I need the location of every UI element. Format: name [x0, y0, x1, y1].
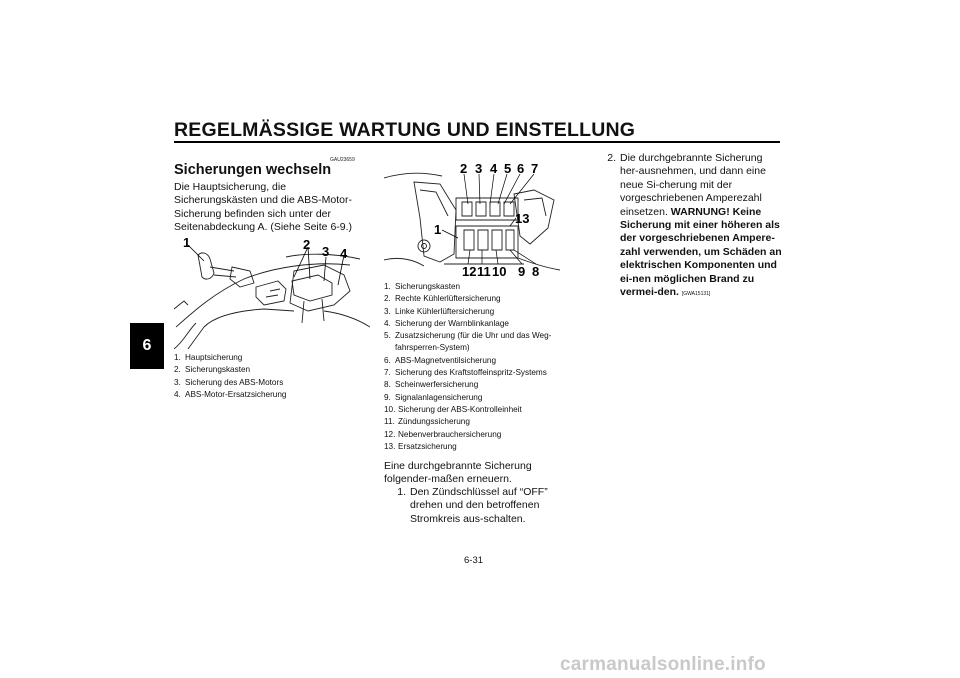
figure2-callout: 1 — [434, 222, 442, 237]
list-item: 12. Nebenverbrauchersicherung — [384, 429, 502, 439]
figure2-callout: 4 — [490, 161, 498, 176]
figure2-callout: 7 — [531, 161, 539, 176]
header-rule — [174, 141, 780, 143]
figure1-callout: 2 — [303, 237, 311, 252]
figure2-caption-list — [384, 281, 574, 453]
list-item: 5. Zusatzsicherung (für die Uhr und das Weg-fahrsperren-System) — [384, 331, 552, 353]
watermark: carmanualsonline.info — [560, 654, 766, 675]
list-item: 4. Sicherung der Warnblinkanlage — [384, 318, 509, 328]
warning-code: [GWA15131] — [681, 291, 711, 298]
page-number: 6-31 — [464, 555, 484, 566]
figure2-callout: 3 — [475, 161, 483, 176]
warning-text: WARNUNG! Keine Sicherung mit einer höheren als der vorgeschriebenen Ampere-zahl verwenden, um Schäden an elektrischen Komponenten und ei-nen möglichen Brand zu vermei-den. — [620, 205, 782, 299]
list-item: 4. ABS-Motor-Ersatzsicherung — [174, 389, 287, 399]
figure-main-fuse-illustration — [174, 231, 370, 349]
section-code: GAU23659 — [330, 157, 355, 163]
figure2-callout: 5 — [504, 161, 512, 176]
figure2-callout: 11 — [477, 264, 491, 278]
list-item: 1. Sicherungskasten — [384, 282, 461, 291]
list-item: 11. Zündungssicherung — [384, 417, 470, 427]
figure-fuse-box-illustration — [384, 160, 560, 278]
list-item: 13. Ersatzsicherung — [384, 441, 457, 451]
list-item: 7. Sicherung des Kraftstoffeinspritz-Systems — [384, 368, 547, 378]
figure2-callout: 8 — [532, 264, 540, 278]
figure1-callout: 3 — [322, 244, 330, 259]
intro-paragraph: Die Hauptsicherung, die Sicherungskästen und die ABS-Motor-Sicherung befinden sich unter der Seitenabdeckung A. (Siehe Seite 6-9.) — [174, 181, 353, 234]
procedure-intro: Eine durchgebrannte Sicherung folgender-maßen erneuern. — [384, 460, 532, 486]
procedure-step: 2. Die durchgebrannte Sicherung her-ausnehmen, und dann eine neue Si-cherung mit der vorgeschriebenen Amperezahl einsetzen. WARNUNG! Keine Sicherung mit einer höheren als der vorgeschriebenen Ampere-zahl verwenden, um Schäden an elektrischen Komponenten und ei-nen möglichen Brand zu vermei-den. [GWA15131] — [607, 152, 782, 299]
list-item: 2. Rechte Kühlerlüftersicherung — [384, 294, 501, 304]
figure1-callout: 4 — [340, 246, 348, 261]
figure1-callout: 1 — [183, 235, 191, 250]
figure2-callout: 2 — [460, 161, 468, 176]
list-item: 9. Signalanlagensicherung — [384, 392, 483, 402]
list-item: 6. ABS-Magnetventilsicherung — [384, 355, 497, 365]
list-item: 2. Sicherungskasten — [174, 365, 251, 375]
chapter-tab: 6 — [130, 323, 164, 369]
figure2-callout: 6 — [517, 161, 525, 176]
list-item: 10. Sicherung der ABS-Kontrolleinheit — [384, 404, 522, 414]
procedure-step: 1. Den Zündschlüssel auf “OFF” drehen und den betroffenen Stromkreis aus-schalten. — [397, 486, 548, 525]
list-item: 3. Linke Kühlerlüftersicherung — [384, 306, 495, 316]
list-item: 3. Sicherung des ABS-Motors — [174, 377, 284, 387]
figure1-caption-list — [174, 352, 370, 401]
figure2-callout: 13 — [515, 211, 530, 226]
figure2-callout: 12 — [462, 264, 477, 278]
list-item: 1. Hauptsicherung — [174, 353, 243, 362]
section-title: Sicherungen wechseln — [174, 162, 332, 178]
page-header-title: REGELMÄSSIGE WARTUNG UND EINSTELLUNG — [174, 119, 636, 141]
list-item: 8. Scheinwerfersicherung — [384, 380, 479, 390]
step-text: Die durchgebrannte Sicherung her-ausnehmen, und dann eine neue Si-cherung mit der vorgeschriebenen Amperezahl einsetzen. — [620, 152, 766, 218]
figure2-callout: 9 — [518, 264, 526, 278]
figure2-callout: 10 — [492, 264, 507, 278]
